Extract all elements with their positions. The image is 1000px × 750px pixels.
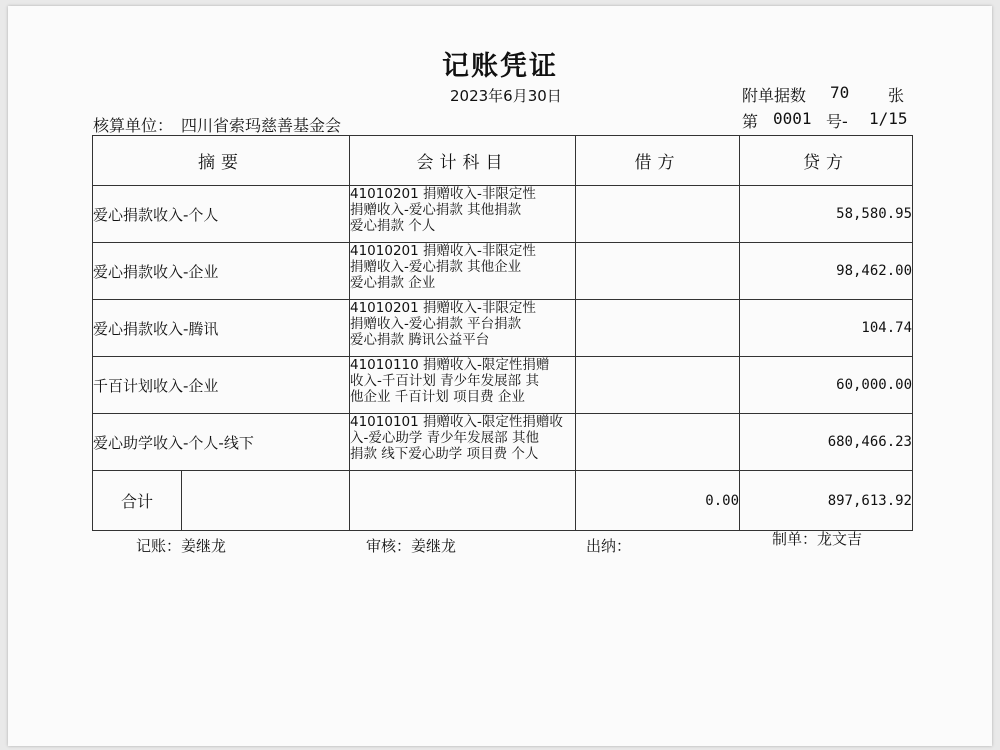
row-credit: 98,462.00 [740, 243, 913, 300]
total-label: 合计 [93, 471, 182, 530]
unit-value: 四川省索玛慈善基金会 [181, 116, 342, 135]
row-debit [576, 300, 740, 357]
total-account-blank [350, 471, 576, 531]
bookkeeper-signature [136, 535, 226, 556]
attachments-value: 70 [830, 83, 850, 102]
row-account: 41010110 捐赠收入-限定性捐赠 收入-千百计划 青少年发展部 其 他企业 千百计划 项目费 企业 [350, 357, 576, 414]
preparer-signature [772, 528, 862, 549]
voucher-page-number: 1/15 [869, 109, 908, 128]
row-account: 41010101 捐赠收入-限定性捐赠收 入-爱心助学 青少年发展部 其他 捐款 线下爱心助学 项目费 个人 [350, 414, 576, 471]
header-credit: 贷方 [740, 136, 913, 186]
table-row [93, 357, 913, 414]
bookkeeper-label: 记账： [136, 537, 182, 555]
preparer-name: 龙文吉 [817, 530, 863, 548]
total-row [93, 471, 913, 531]
cashier-signature [586, 535, 631, 556]
row-credit: 60,000.00 [740, 357, 913, 414]
row-debit [576, 414, 740, 471]
table-row [93, 300, 913, 357]
cashier-label: 出纳： [586, 537, 632, 555]
reviewer-label: 审核： [366, 537, 412, 555]
table-row [93, 414, 913, 471]
row-account: 41010201 捐赠收入-非限定性 捐赠收入-爱心捐款 平台捐款 爱心捐款 腾讯公益平台 [350, 300, 576, 357]
unit-label: 核算单位： [93, 116, 174, 135]
row-debit [576, 357, 740, 414]
table-header-row [93, 136, 913, 186]
preparer-label: 制单： [772, 530, 818, 548]
voucher-no-suffix: 号- [826, 112, 848, 131]
row-summary: 爱心捐款收入-腾讯 [93, 300, 350, 357]
row-summary: 爱心捐款收入-企业 [93, 243, 350, 300]
reviewer-name: 姜继龙 [411, 537, 457, 555]
reviewer-signature [366, 535, 456, 556]
header-account: 会计科目 [350, 136, 576, 186]
total-debit: 0.00 [576, 471, 740, 531]
header-summary: 摘要 [93, 136, 350, 186]
row-credit: 104.74 [740, 300, 913, 357]
attachments-label: 附单据数 [742, 86, 807, 105]
table-row [93, 186, 913, 243]
row-debit [576, 243, 740, 300]
row-credit: 680,466.23 [740, 414, 913, 471]
voucher-no-value: 0001 [773, 109, 812, 128]
row-account: 41010201 捐赠收入-非限定性 捐赠收入-爱心捐款 其他捐款 爱心捐款 个人 [350, 186, 576, 243]
row-summary: 爱心助学收入-个人-线下 [93, 414, 350, 471]
table-row [93, 243, 913, 300]
voucher-title: 记账凭证 [442, 51, 558, 82]
attachments-unit: 张 [888, 86, 905, 105]
total-credit: 897,613.92 [740, 471, 913, 531]
voucher-no-prefix: 第 [742, 112, 759, 131]
row-debit [576, 186, 740, 243]
row-account: 41010201 捐赠收入-非限定性 捐赠收入-爱心捐款 其他企业 爱心捐款 企业 [350, 243, 576, 300]
header-debit: 借方 [576, 136, 740, 186]
row-summary: 千百计划收入-企业 [93, 357, 350, 414]
bookkeeper-name: 姜继龙 [181, 537, 227, 555]
total-label-cell [93, 471, 350, 531]
voucher-table [92, 135, 913, 531]
row-summary: 爱心捐款收入-个人 [93, 186, 350, 243]
row-credit: 58,580.95 [740, 186, 913, 243]
voucher-date: 2023年6月30日 [450, 87, 562, 105]
